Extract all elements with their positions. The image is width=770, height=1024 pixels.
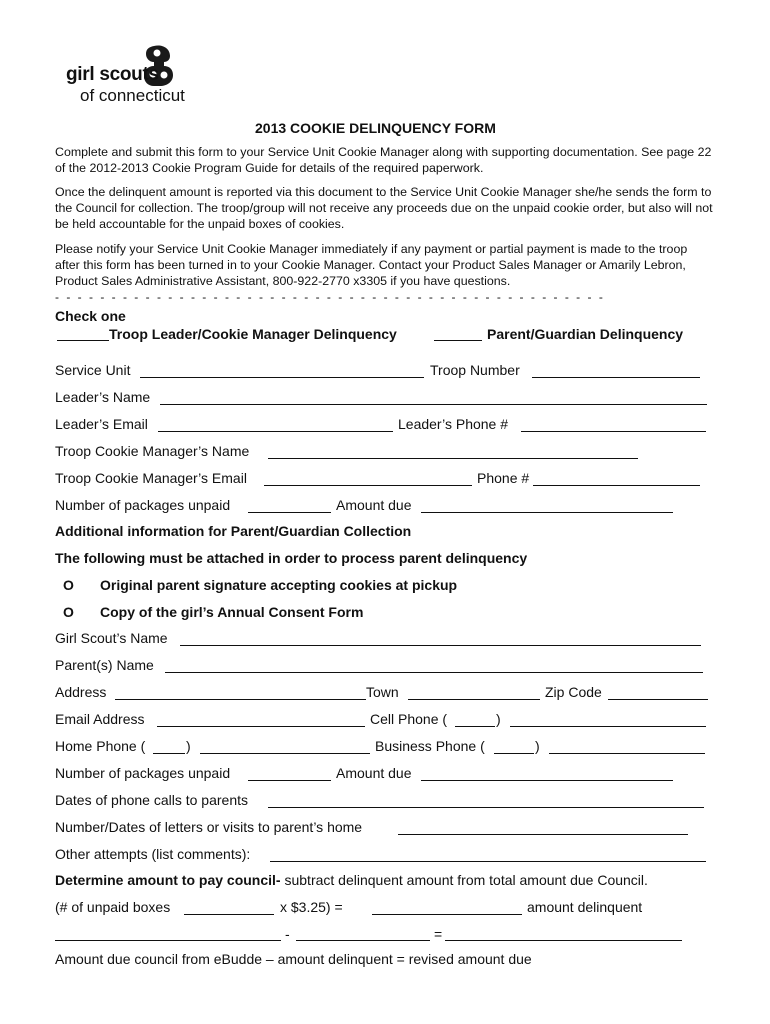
home-phone-area-code-field[interactable] bbox=[153, 753, 185, 754]
business-phone-paren-close: ) bbox=[535, 738, 540, 754]
logo-line-2: of connecticut bbox=[80, 86, 185, 105]
attachment-item-1: Original parent signature accepting cookies at pickup bbox=[100, 577, 458, 593]
parent-delinquency-option: Parent/Guardian Delinquency bbox=[487, 326, 684, 342]
ebudde-amount-field[interactable] bbox=[55, 940, 281, 941]
girl-scout-name-field[interactable] bbox=[180, 645, 701, 646]
phone-calls-label: Dates of phone calls to parents bbox=[55, 792, 249, 808]
amount-delinquent-field[interactable] bbox=[372, 914, 522, 915]
business-phone-field[interactable] bbox=[549, 753, 705, 754]
email-address-label: Email Address bbox=[55, 711, 145, 727]
formula-caption: Amount due council from eBudde – amount delinquent = revised amount due bbox=[55, 951, 532, 967]
business-phone-area-code-field[interactable] bbox=[494, 753, 534, 754]
cell-phone-area-code-field[interactable] bbox=[455, 726, 495, 727]
leaders-email-label: Leader’s Email bbox=[55, 416, 148, 432]
amount-due-field[interactable] bbox=[421, 512, 673, 513]
minus-sign: - bbox=[285, 926, 290, 942]
parents-name-field[interactable] bbox=[165, 672, 703, 673]
form-title: 2013 COOKIE DELINQUENCY FORM bbox=[255, 120, 496, 136]
leaders-phone-label: Leader’s Phone # bbox=[398, 416, 509, 432]
parent-amount-due-label: Amount due bbox=[336, 765, 412, 781]
business-phone-label: Business Phone ( bbox=[375, 738, 485, 754]
tcm-email-label: Troop Cookie Manager’s Email bbox=[55, 470, 247, 486]
town-field[interactable] bbox=[408, 699, 540, 700]
parent-section-heading: Additional information for Parent/Guardian Collection bbox=[55, 523, 412, 539]
unpaid-boxes-open: (# of unpaid boxes bbox=[55, 899, 171, 915]
check-one-heading: Check one bbox=[55, 308, 126, 324]
email-address-field[interactable] bbox=[157, 726, 365, 727]
address-label: Address bbox=[55, 684, 107, 700]
packages-unpaid-field[interactable] bbox=[248, 512, 331, 513]
dashed-separator: - - - - - - - - - - - - - - - - - - - - - - - - - - - - - - - - - - - - - - - - - - - - - - - - - bbox=[55, 290, 605, 304]
determine-instruction-bold: Determine amount to pay council- bbox=[55, 872, 281, 888]
leaders-phone-field[interactable] bbox=[521, 431, 706, 432]
letters-visits-field[interactable] bbox=[398, 834, 688, 835]
service-unit-field[interactable] bbox=[140, 377, 424, 378]
equals-sign: = bbox=[434, 926, 443, 942]
home-phone-paren-close: ) bbox=[186, 738, 191, 754]
cell-phone-field[interactable] bbox=[510, 726, 706, 727]
amount-due-label: Amount due bbox=[336, 497, 412, 513]
service-unit-label: Service Unit bbox=[55, 362, 131, 378]
tcm-phone-label: Phone # bbox=[477, 470, 530, 486]
phone-calls-field[interactable] bbox=[268, 807, 704, 808]
letters-visits-label: Number/Dates of letters or visits to parent’s home bbox=[55, 819, 363, 835]
troop-delinquency-check-line[interactable] bbox=[57, 340, 109, 341]
leaders-email-field[interactable] bbox=[158, 431, 393, 432]
other-attempts-label: Other attempts (list comments): bbox=[55, 846, 251, 862]
parents-name-label: Parent(s) Name bbox=[55, 657, 154, 673]
delinquent-amount-field[interactable] bbox=[296, 940, 430, 941]
logo-line-1: girl scouts bbox=[66, 64, 159, 85]
unpaid-boxes-field[interactable] bbox=[184, 914, 274, 915]
tcm-phone-field[interactable] bbox=[533, 485, 700, 486]
multiplier-label: x $3.25) = bbox=[280, 899, 343, 915]
home-phone-label: Home Phone ( bbox=[55, 738, 146, 754]
parent-packages-unpaid-label: Number of packages unpaid bbox=[55, 765, 231, 781]
amount-delinquent-label: amount delinquent bbox=[527, 899, 643, 915]
home-phone-field[interactable] bbox=[200, 753, 370, 754]
town-label: Town bbox=[366, 684, 399, 700]
packages-unpaid-label: Number of packages unpaid bbox=[55, 497, 231, 513]
intro-paragraph-2: Once the delinquent amount is reported via this document to the Service Unit Cookie Manager she/he sends the form to the Council for collection. The troop/group will not receive any proceeds due on the unpaid cookie order, but also will not be held accountable for the unpaid boxes of cookies. bbox=[55, 185, 713, 231]
attachment-item-2: Copy of the girl’s Annual Consent Form bbox=[100, 604, 364, 620]
tcm-name-label: Troop Cookie Manager’s Name bbox=[55, 443, 250, 459]
girl-scout-name-label: Girl Scout’s Name bbox=[55, 630, 168, 646]
other-attempts-field[interactable] bbox=[270, 861, 706, 862]
determine-instruction bbox=[55, 872, 648, 888]
troop-number-label: Troop Number bbox=[430, 362, 520, 378]
troop-number-field[interactable] bbox=[532, 377, 700, 378]
determine-instruction-rest: subtract delinquent amount from total amount due Council. bbox=[280, 872, 648, 888]
revised-amount-field[interactable] bbox=[445, 940, 682, 941]
leaders-name-label: Leader’s Name bbox=[55, 389, 151, 405]
bullet-marker-2: O bbox=[63, 604, 74, 620]
tcm-name-field[interactable] bbox=[268, 458, 638, 459]
zip-code-field[interactable] bbox=[608, 699, 708, 700]
intro-paragraph-1: Complete and submit this form to your Service Unit Cookie Manager along with supporting documentation. See page 22 of the 2012-2013 Cookie Program Guide for details of the required paperwork. bbox=[55, 145, 712, 175]
parent-amount-due-field[interactable] bbox=[421, 780, 673, 781]
address-field[interactable] bbox=[115, 699, 366, 700]
parent-delinquency-check-line[interactable] bbox=[434, 340, 482, 341]
leaders-name-field[interactable] bbox=[160, 404, 707, 405]
cell-phone-paren-close: ) bbox=[496, 711, 501, 727]
attach-heading: The following must be attached in order to process parent delinquency bbox=[55, 550, 528, 566]
intro-paragraph-3: Please notify your Service Unit Cookie Manager immediately if any payment or partial payment is made to the troop after this form has been turned in to your Cookie Manager. Contact your Product Sales Manager or Amarily Lebron, Product Sales Administrative Assistant, 800-922-2770 x3305 if you have questions. bbox=[55, 242, 688, 288]
troop-delinquency-option: Troop Leader/Cookie Manager Delinquency bbox=[109, 326, 397, 342]
tcm-email-field[interactable] bbox=[264, 485, 472, 486]
zip-code-label: Zip Code bbox=[545, 684, 602, 700]
bullet-marker-1: O bbox=[63, 577, 74, 593]
parent-packages-unpaid-field[interactable] bbox=[248, 780, 331, 781]
cell-phone-label: Cell Phone ( bbox=[370, 711, 448, 727]
